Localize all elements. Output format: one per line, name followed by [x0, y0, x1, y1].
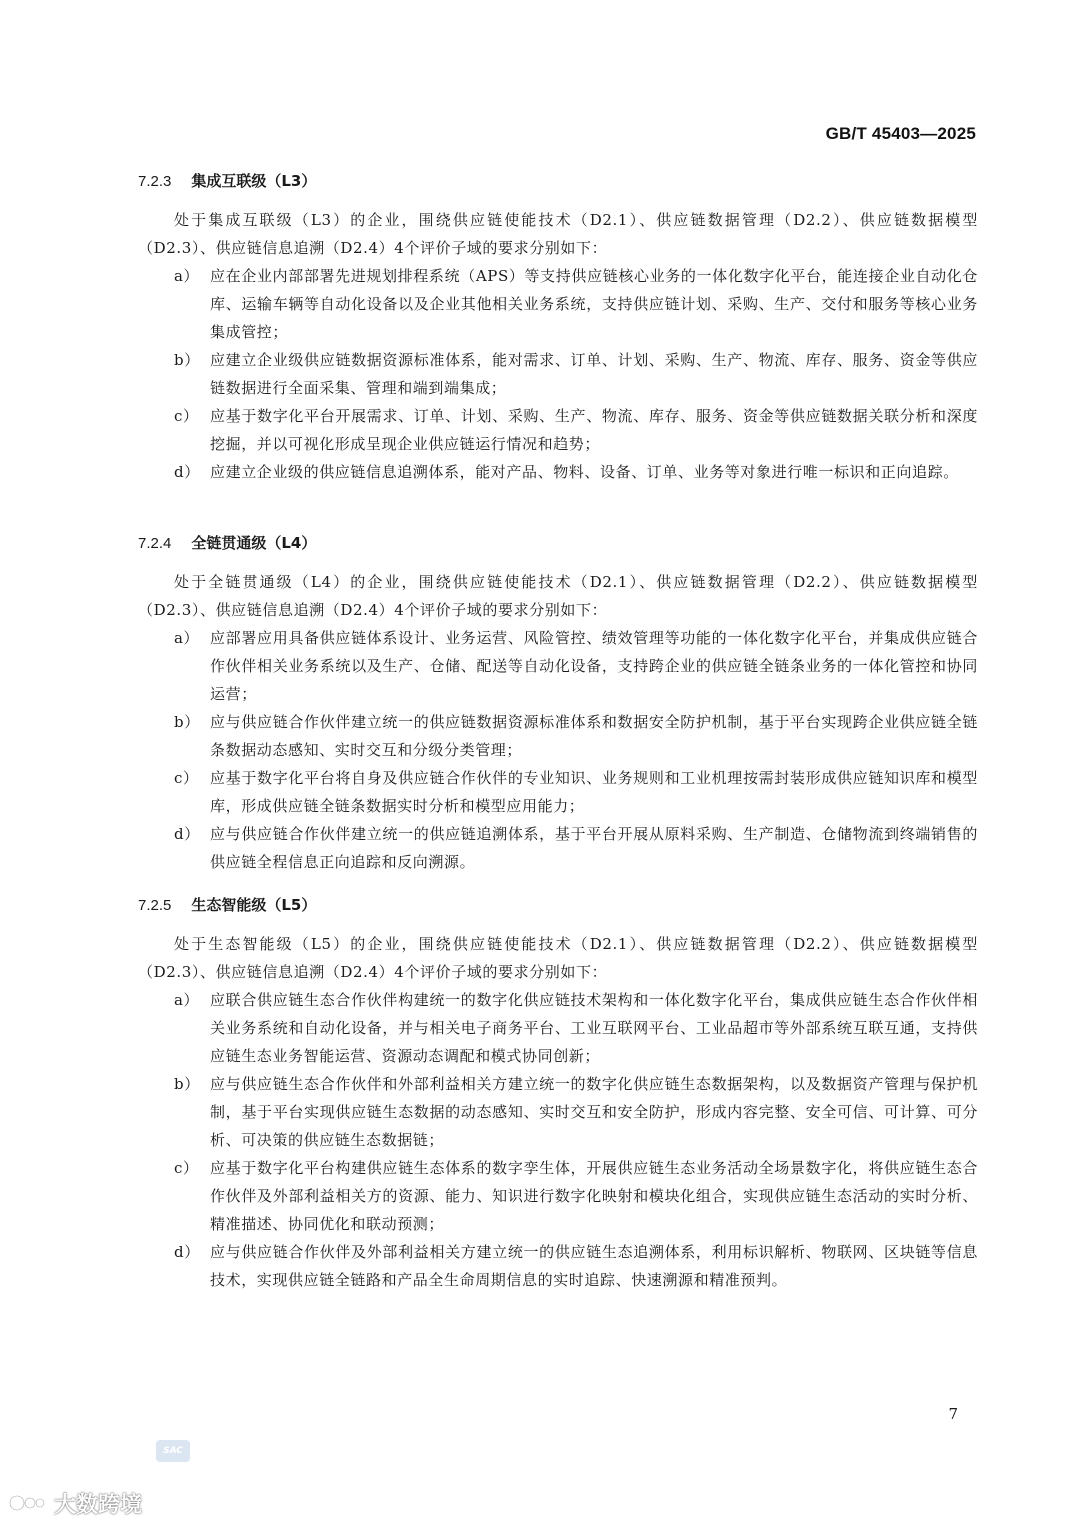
section-title: 全链贯通级（L4）	[191, 534, 317, 552]
section-intro: 处于集成互联级（L3）的企业，围绕供应链使能技术（D2.1）、供应链数据管理（D2.2）、供应链数据模型（D2.3）、供应链信息追溯（D2.4）4个评价子域的要求分别如下：	[138, 211, 978, 257]
list-item	[138, 820, 978, 876]
list-item	[138, 624, 978, 708]
list-item	[138, 346, 978, 402]
section-intro: 处于生态智能级（L5）的企业，围绕供应链使能技术（D2.1）、供应链数据管理（D2.2）、供应链数据模型（D2.3）、供应链信息追溯（D2.4）4个评价子域的要求分别如下：	[138, 935, 978, 981]
section-number: 7.2.5	[138, 897, 172, 914]
item-text: 应与供应链生态合作伙伴和外部利益相关方建立统一的数字化供应链生态数据架构，以及数据资产管理与保护机制，基于平台实现供应链生态数据的动态感知、实时交互和安全防护，形成内容完整、安全可信、可计算、可分析、可决策的供应链生态数据链；	[210, 1075, 978, 1149]
watermark	[8, 1488, 142, 1518]
item-marker: d）	[174, 1243, 200, 1261]
list-item	[138, 262, 978, 346]
section-heading	[138, 530, 978, 556]
item-text: 应建立企业级供应链数据资源标准体系，能对需求、订单、计划、采购、生产、物流、库存、服务、资金等供应链数据进行全面采集、管理和端到端集成；	[210, 351, 978, 397]
item-text: 应基于数字化平台开展需求、订单、计划、采购、生产、物流、库存、服务、资金等供应链数据关联分析和深度挖掘，并以可视化形成呈现企业供应链运行情况和趋势；	[210, 407, 978, 453]
watermark-text: 大数跨境	[54, 1492, 143, 1518]
page-number: 7	[948, 1405, 958, 1423]
section-number: 7.2.3	[138, 173, 172, 190]
list-item	[138, 1238, 978, 1294]
section-7-2-3	[138, 168, 978, 486]
item-text: 应在企业内部部署先进规划排程系统（APS）等支持供应链核心业务的一体化数字化平台，能连接企业自动化仓库、运输车辆等自动化设备以及企业其他相关业务系统，支持供应链计划、采购、生产、交付和服务等核心业务集成管控；	[210, 267, 978, 341]
item-marker: c）	[174, 769, 199, 787]
list-item	[138, 708, 978, 764]
item-marker: b）	[174, 713, 200, 731]
item-marker: a）	[174, 267, 200, 285]
section-title: 集成互联级（L3）	[191, 172, 317, 190]
item-text: 应与供应链合作伙伴建立统一的供应链追溯体系，基于平台开展从原料采购、生产制造、仓储物流到终端销售的供应链全程信息正向追踪和反向溯源。	[210, 825, 978, 871]
item-marker: d）	[174, 825, 200, 843]
list-item	[138, 458, 978, 486]
item-marker: d）	[174, 463, 200, 481]
requirement-list	[138, 624, 978, 876]
list-item	[138, 764, 978, 820]
item-text: 应联合供应链生态合作伙伴构建统一的数字化供应链技术架构和一体化数字化平台，集成供应链生态合作伙伴相关业务系统和自动化设备，并与相关电子商务平台、工业互联网平台、工业品超市等外部系统互联互通，支持供应链生态业务智能运营、资源动态调配和模式协同创新；	[210, 991, 978, 1065]
item-marker: a）	[174, 629, 200, 647]
item-text: 应与供应链合作伙伴建立统一的供应链数据资源标准体系和数据安全防护机制，基于平台实现跨企业供应链全链条数据动态感知、实时交互和分级分类管理；	[210, 713, 978, 759]
list-item	[138, 1070, 978, 1154]
section-heading	[138, 892, 978, 918]
item-text: 应基于数字化平台将自身及供应链合作伙伴的专业知识、业务规则和工业机理按需封装形成供应链知识库和模型库，形成供应链全链条数据实时分析和模型应用能力；	[210, 769, 978, 815]
watermark-logo-icon	[8, 1491, 48, 1515]
sac-logo-stamp: SAC	[156, 1440, 190, 1462]
item-marker: a）	[174, 991, 200, 1009]
item-text: 应与供应链合作伙伴及外部利益相关方建立统一的供应链生态追溯体系，利用标识解析、物联网、区块链等信息技术，实现供应链全链路和产品全生命周期信息的实时追踪、快速溯源和精准预判。	[210, 1243, 978, 1289]
section-7-2-4	[138, 530, 978, 876]
list-item	[138, 402, 978, 458]
requirement-list	[138, 986, 978, 1294]
list-item	[138, 1154, 978, 1238]
item-marker: b）	[174, 351, 200, 369]
section-heading	[138, 168, 978, 194]
item-text: 应部署应用具备供应链体系设计、业务运营、风险管控、绩效管理等功能的一体化数字化平台，并集成供应链合作伙伴相关业务系统以及生产、仓储、配送等自动化设备，支持跨企业的供应链全链条业务的一体化管控和协同运营；	[210, 629, 978, 703]
list-item	[138, 986, 978, 1070]
section-title: 生态智能级（L5）	[191, 896, 317, 914]
section-number: 7.2.4	[138, 535, 172, 552]
item-marker: c）	[174, 1159, 199, 1177]
item-marker: c）	[174, 407, 199, 425]
document-code: GB/T 45403—2025	[825, 124, 976, 143]
item-text: 应建立企业级的供应链信息追溯体系，能对产品、物料、设备、订单、业务等对象进行唯一标识和正向追踪。	[210, 463, 959, 481]
section-intro: 处于全链贯通级（L4）的企业，围绕供应链使能技术（D2.1）、供应链数据管理（D2.2）、供应链数据模型（D2.3）、供应链信息追溯（D2.4）4个评价子域的要求分别如下：	[138, 573, 978, 619]
section-7-2-5	[138, 892, 978, 1294]
item-marker: b）	[174, 1075, 200, 1093]
requirement-list	[138, 262, 978, 486]
item-text: 应基于数字化平台构建供应链生态体系的数字孪生体，开展供应链生态业务活动全场景数字化，将供应链生态合作伙伴及外部利益相关方的资源、能力、知识进行数字化映射和模块化组合，实现供应链生态活动的实时分析、精准描述、协同优化和联动预测；	[210, 1159, 978, 1233]
